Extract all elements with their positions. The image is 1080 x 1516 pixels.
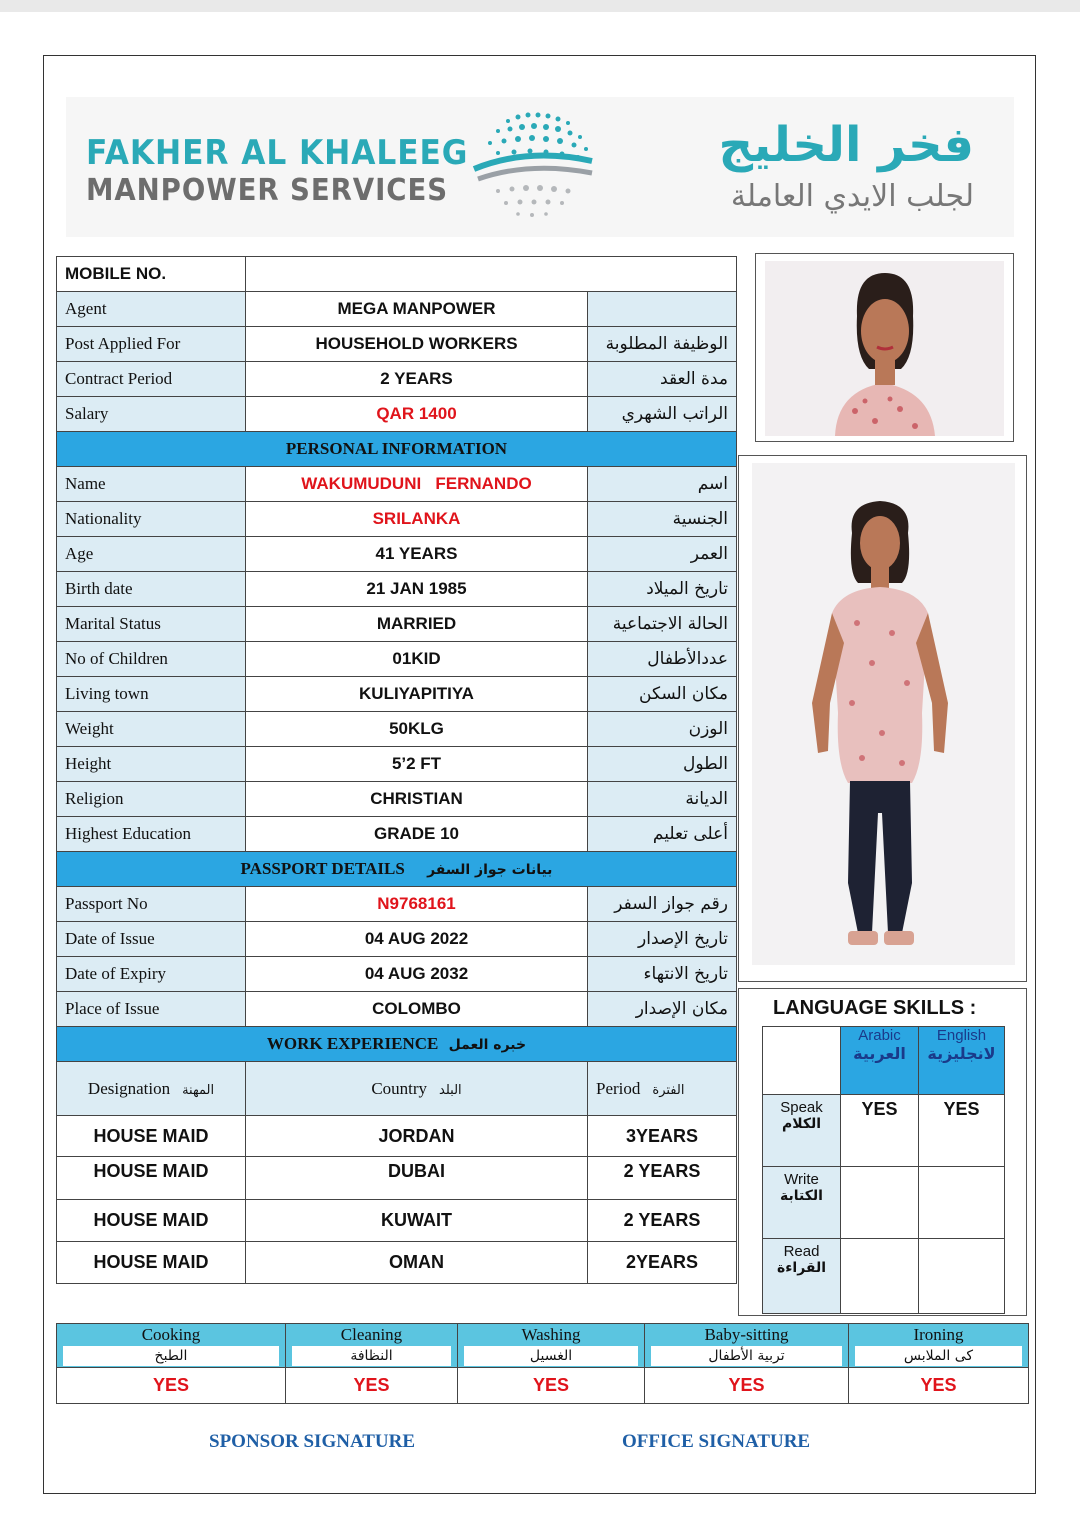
table-row [763,1095,1005,1167]
contract-value: 2 YEARS [246,362,588,397]
agent-label: Agent [57,292,246,327]
marital-label-ar: الحالة الاجتماعية [588,607,737,642]
speak-label-en: Speak [780,1099,823,1116]
country-header-en: Country [371,1078,428,1098]
period-header [588,1062,737,1116]
english-label-en: English [936,1027,987,1044]
height-value: 5’2 FT [246,747,588,782]
work-title-ar: خبره العمل [448,1037,527,1053]
mobile-row [57,257,737,292]
table-row [57,922,737,957]
salary-label-ar: الراتب الشهري [588,397,737,432]
birth-date-value: 21 JAN 1985 [246,572,588,607]
top-strip [0,0,1080,12]
birth-date-label-ar: تاريخ الميلاد [588,572,737,607]
work-country: OMAN [246,1242,588,1284]
country-header-ar: البلد [439,1082,462,1098]
issue-date-value: 04 AUG 2022 [246,922,588,957]
table-row [57,1242,737,1284]
work-experience-title [57,1027,737,1062]
personal-info-title: PERSONAL INFORMATION [57,432,737,467]
country-header [246,1062,588,1116]
education-label-ar: أعلى تعليم [588,817,737,852]
height-label-ar: الطول [588,747,737,782]
nationality-label: Nationality [57,502,246,537]
table-row [57,1157,737,1200]
skills-header-row [57,1324,1029,1368]
skill-cleaning [286,1324,458,1368]
weight-value: 50KLG [246,712,588,747]
age-value: 41 YEARS [246,537,588,572]
table-row [57,467,737,502]
designation-header-ar: المهنة [182,1082,215,1098]
table-row [57,712,737,747]
washing-value: YES [458,1368,645,1404]
speak-english-value: YES [919,1095,1005,1167]
expiry-date-label: Date of Expiry [57,957,246,992]
company-logo [66,97,1014,237]
language-header-row [763,1027,1005,1095]
office-signature-label: OFFICE SIGNATURE [622,1431,811,1452]
designation-header [57,1062,246,1116]
table-row [57,607,737,642]
passport-no-label: Passport No [57,887,246,922]
language-arabic-header [841,1027,919,1095]
post-value: HOUSEHOLD WORKERS [246,327,588,362]
speak-label-ar: الكلام [781,1116,822,1132]
company-name-ar: فخر الخليج [718,117,974,173]
read-label-en: Read [783,1243,820,1260]
section-header [57,1027,737,1062]
work-designation: HOUSE MAID [57,1116,246,1157]
mobile-label: MOBILE NO. [57,257,246,292]
period-header-ar: الفترة [652,1082,685,1098]
expiry-date-value: 04 AUG 2032 [246,957,588,992]
children-label-ar: عددالأطفال [588,642,737,677]
write-label-en: Write [784,1171,819,1188]
english-label-ar: لانجليزية [927,1044,996,1063]
section-header [57,852,737,887]
work-country: JORDAN [246,1116,588,1157]
height-label: Height [57,747,246,782]
table-row [57,362,737,397]
town-label: Living town [57,677,246,712]
globe-dots-icon [468,107,598,225]
applicant-info-table [56,256,737,1284]
passport-title-ar: بيانات جواز السفر [427,862,553,878]
town-value: KULIYAPITIYA [246,677,588,712]
full-body-figure [752,463,1015,965]
table-row [57,782,737,817]
write-english-value [919,1167,1005,1239]
table-row [763,1239,1005,1314]
work-period: 2YEARS [588,1242,737,1284]
designation-header-en: Designation [87,1078,171,1098]
work-period: 3YEARS [588,1116,737,1157]
skill-ironing-ar: كى الملابس [855,1346,1022,1366]
agent-value: MEGA MANPOWER [246,292,588,327]
birth-date-label: Birth date [57,572,246,607]
skills-value-row [57,1368,1029,1404]
speak-label [763,1095,841,1167]
table-row [57,1200,737,1242]
table-row [57,747,737,782]
passport-no-label-ar: رقم جواز السفر [588,887,737,922]
religion-label: Religion [57,782,246,817]
work-period: 2 YEARS [588,1157,737,1200]
company-subtitle-en: MANPOWER SERVICES [86,173,449,208]
skills-table [56,1323,1029,1404]
work-designation: HOUSE MAID [57,1157,246,1200]
section-header [57,432,737,467]
name-value: WAKUMUDUNI FERNANDO [246,467,588,502]
skill-baby-sitting [645,1324,849,1368]
work-title-en: WORK EXPERIENCE [266,1034,439,1053]
work-country: DUBAI [246,1157,588,1200]
post-label-ar: الوظيفة المطلوبة [588,327,737,362]
salary-value: QAR 1400 [246,397,588,432]
arabic-label-en: Arabic [858,1027,901,1044]
skill-cooking-en: Cooking [141,1325,201,1344]
contract-label-ar: مدة العقد [588,362,737,397]
language-english-header [919,1027,1005,1095]
work-country: KUWAIT [246,1200,588,1242]
read-english-value [919,1239,1005,1314]
expiry-date-label-ar: تاريخ الانتهاء [588,957,737,992]
name-label: Name [57,467,246,502]
company-name-en: FAKHER AL KHALEEG [86,133,469,173]
passport-title-en: PASSPORT DETAILS [240,859,405,878]
nationality-value: SRILANKA [246,502,588,537]
skill-baby-sitting-ar: تربية الأطفال [651,1346,842,1366]
ironing-value: YES [849,1368,1029,1404]
issue-date-label: Date of Issue [57,922,246,957]
language-corner [763,1027,841,1095]
table-row [57,327,737,362]
age-label-ar: العمر [588,537,737,572]
religion-value: CHRISTIAN [246,782,588,817]
table-row [57,292,737,327]
skill-washing [458,1324,645,1368]
table-row [57,642,737,677]
work-designation: HOUSE MAID [57,1200,246,1242]
age-label: Age [57,537,246,572]
skill-baby-sitting-en: Baby-sitting [704,1325,789,1344]
work-period: 2 YEARS [588,1200,737,1242]
period-header-en: Period [596,1078,641,1098]
education-label: Highest Education [57,817,246,852]
contract-label: Contract Period [57,362,246,397]
skill-ironing [849,1324,1029,1368]
skill-cooking-ar: الطبخ [63,1346,279,1366]
table-row [57,1116,737,1157]
read-label-ar: القراءة [776,1260,827,1276]
speak-arabic-value: YES [841,1095,919,1167]
table-row [57,502,737,537]
children-label: No of Children [57,642,246,677]
work-designation: HOUSE MAID [57,1242,246,1284]
salary-label: Salary [57,397,246,432]
full-body-photo [738,455,1027,982]
baby-sitting-value: YES [645,1368,849,1404]
table-row [57,537,737,572]
read-arabic-value [841,1239,919,1314]
children-value: 01KID [246,642,588,677]
weight-label-ar: الوزن [588,712,737,747]
issue-place-label-ar: مكان الإصدار [588,992,737,1027]
table-row [57,677,737,712]
post-label: Post Applied For [57,327,246,362]
name-label-ar: اسم [588,467,737,502]
portrait-figure [765,261,1004,436]
write-arabic-value [841,1167,919,1239]
weight-label: Weight [57,712,246,747]
language-skills-table [762,1026,1005,1314]
read-label [763,1239,841,1314]
work-header-row [57,1062,737,1116]
table-row [57,887,737,922]
table-row [57,572,737,607]
cleaning-value: YES [286,1368,458,1404]
marital-value: MARRIED [246,607,588,642]
language-skills-title: LANGUAGE SKILLS : [773,997,977,1019]
table-row [57,957,737,992]
issue-place-value: COLOMBO [246,992,588,1027]
arabic-label-ar: العربية [853,1044,906,1063]
skill-washing-ar: الغسيل [464,1346,638,1366]
table-row [57,817,737,852]
religion-label-ar: الديانة [588,782,737,817]
table-row [763,1167,1005,1239]
issue-date-label-ar: تاريخ الإصدار [588,922,737,957]
agent-label-ar [588,292,737,327]
sponsor-signature-label: SPONSOR SIGNATURE [209,1431,416,1452]
mobile-value [246,257,737,292]
write-label [763,1167,841,1239]
table-row [57,992,737,1027]
portrait-photo [755,253,1014,442]
skill-ironing-en: Ironing [913,1325,964,1344]
skill-cooking [57,1324,286,1368]
skill-cleaning-en: Cleaning [340,1325,403,1344]
town-label-ar: مكان السكن [588,677,737,712]
marital-label: Marital Status [57,607,246,642]
skill-washing-en: Washing [521,1325,581,1344]
issue-place-label: Place of Issue [57,992,246,1027]
education-value: GRADE 10 [246,817,588,852]
cooking-value: YES [57,1368,286,1404]
write-label-ar: الكتابة [780,1188,823,1204]
passport-no-value: N9768161 [246,887,588,922]
company-subtitle-ar: لجلب الايدي العاملة [730,179,974,214]
passport-details-title [57,852,737,887]
skill-cleaning-ar: النظافة [292,1346,451,1366]
nationality-label-ar: الجنسية [588,502,737,537]
table-row [57,397,737,432]
